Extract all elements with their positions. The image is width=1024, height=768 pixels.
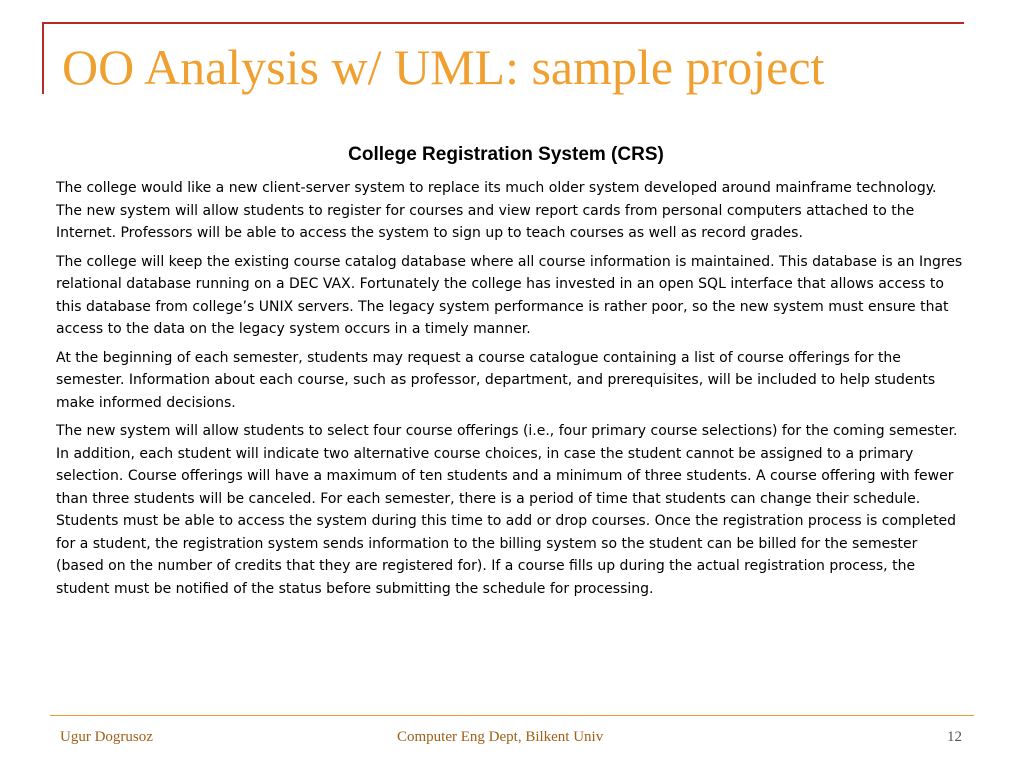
slide-frame-top-border [42, 22, 964, 24]
paragraph-course-catalogue: At the beginning of each semester, students may request a course catalogue containing a list of course offerings for the semester. Information about each course, such as professor, department, and prerequisites, will be included to help students make informed decisions. [56, 349, 936, 411]
footer-author: Ugur Dogrusoz [60, 729, 153, 745]
slide-title: OO Analysis w/ UML: sample project [62, 39, 825, 95]
slide-subtitle: College Registration System (CRS) [348, 144, 664, 165]
slide-frame-left-border [42, 22, 44, 94]
paragraph-catalog-database: The college will keep the existing course catalog database where all course information is maintained. This database is an Ingres relational database running on a DEC VAX. Fortunately the college has invested in an open SQL interface that allows access to this database from college’s UNIX servers. The legacy system performance is rather poor, so the new system must ensure that access to the data on the legacy system occurs in a timely manner. [56, 253, 963, 337]
paragraph-overview: The college would like a new client-server system to replace its much older system developed around mainframe technology. The new system will allow students to register for courses and view report cards from personal computers attached to the Internet. Professors will be able to access the system to sign up to teach courses as well as record grades. [56, 180, 937, 241]
page-number: 12 [947, 729, 962, 745]
slide-body [56, 177, 964, 606]
footer-department: Computer Eng Dept, Bilkent Univ [397, 729, 604, 745]
footer-divider [50, 715, 974, 716]
paragraph-course-selection: The new system will allow students to select four course offerings (i.e., four primary course selections) for the coming semester. In addition, each student will indicate two alternative course choices, in case the student cannot be assigned to a primary selection. Course offerings will have a maximum of ten students and a minimum of three students. A course offering with fewer than three students will be canceled. For each semester, there is a period of time that students can change their schedule. Students must be able to access the system during this time to add or drop courses. Once the registration process is completed for a student, the registration system sends information to the billing system so the student can be billed for the semester (based on the number of credits that they are registered for). If a course fills up during the actual registration process, the student must be notified of the status before submitting the schedule for processing. [56, 423, 958, 597]
